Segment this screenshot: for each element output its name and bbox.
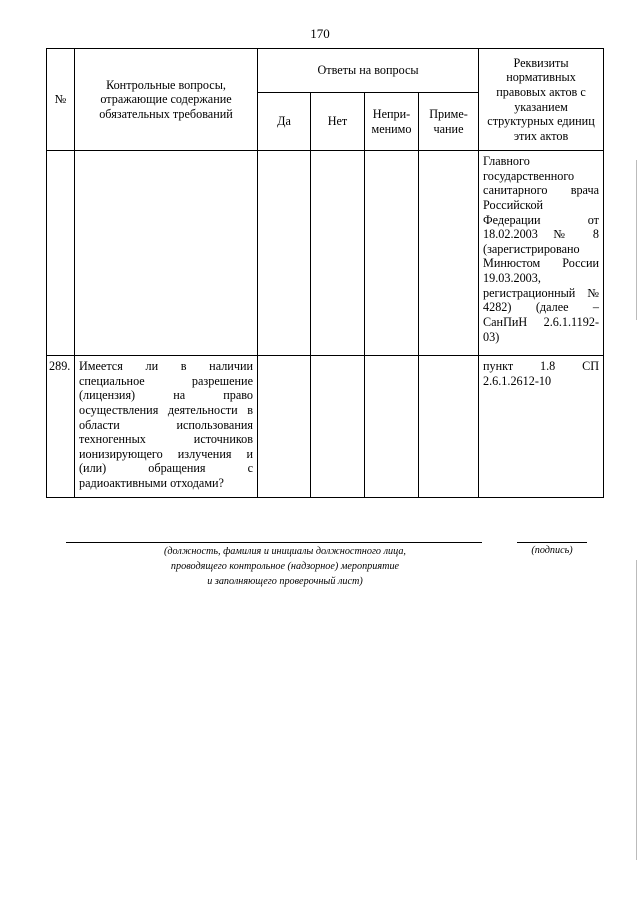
official-caption (90, 545, 480, 589)
requisite-line: 19.03.2003, (483, 271, 541, 286)
requisites-cell (479, 151, 604, 356)
header-requisites-line: правовых актов с (496, 84, 586, 99)
table-row (47, 356, 604, 498)
header-yes: Да (258, 93, 311, 151)
requisite-line: 03) (483, 329, 500, 344)
header-answers: Ответы на вопросы (258, 49, 479, 93)
question-cell (75, 151, 258, 356)
requisite-line: 4282) (далее – (483, 300, 600, 315)
official-signature-line (66, 542, 482, 543)
requisites-cell (479, 356, 604, 498)
header-requisites-line: этих актов (513, 128, 569, 143)
requisite-line: санитарного врача (483, 183, 600, 198)
official-caption-line: и заполняющего проверочный лист) (207, 575, 363, 587)
requisite-line: 18.02.2003 № 8 (483, 227, 600, 242)
requisite-line: (зарегистрировано (483, 241, 580, 256)
header-requisites-line: указанием (514, 99, 568, 114)
header-not-applicable-line: менимо (371, 121, 412, 136)
question-line: Имеется ли в наличии (79, 359, 253, 373)
header-note-line: чание (433, 121, 464, 136)
scan-edge (636, 560, 637, 860)
header-requisites-line: структурных единиц (487, 114, 595, 129)
question-line: специальное разрешение (79, 373, 253, 388)
requisite-line: Минюстом России (483, 256, 600, 271)
row-number-cell (47, 151, 75, 356)
answer-yes-cell (258, 356, 311, 498)
requisite-line: СанПиН 2.6.1.1192- (483, 315, 600, 330)
answer-na-cell (365, 356, 419, 498)
header-questions-line: обязательных требований (99, 106, 233, 121)
requisite-line: регистрационный № (483, 285, 600, 300)
header-questions-line: Контрольные вопросы, (106, 77, 226, 92)
header-no: Нет (311, 93, 365, 151)
header-number: № (47, 49, 75, 151)
question-line: (или) обращения с (79, 461, 253, 476)
scan-edge (636, 160, 637, 320)
requisite-line: пункт 1.8 СП (483, 359, 600, 373)
answer-no-cell (311, 356, 365, 498)
answer-note-cell (419, 151, 479, 356)
signature-caption: (подпись) (531, 545, 573, 556)
official-caption-line: (должность, фамилия и инициалы должностного лица, (164, 546, 406, 557)
header-questions (75, 49, 258, 151)
question-line: техногенных источников (79, 432, 253, 447)
page-number: 170 (310, 26, 330, 41)
header-requisites-line: нормативных (506, 70, 576, 85)
header-requisites (479, 49, 604, 151)
question-line: (лицензия) на право (79, 388, 253, 403)
table-row (47, 151, 604, 356)
header-not-applicable-line: Непри- (372, 106, 411, 121)
question-cell (75, 356, 258, 498)
requisite-line: Федерации от (483, 212, 600, 227)
question-line: осуществления деятельности в (79, 402, 253, 417)
answer-note-cell (419, 356, 479, 498)
header-questions-line: отражающие содержание (100, 92, 232, 107)
header-not-applicable (365, 93, 419, 151)
row-number-cell: 289. (47, 356, 75, 498)
header-note (419, 93, 479, 151)
header-requisites-line: Реквизиты (513, 55, 569, 70)
signature-line (517, 542, 587, 543)
question-line: области использования (79, 417, 253, 432)
header-note-line: Приме- (429, 106, 468, 121)
answer-no-cell (311, 151, 365, 356)
requisite-line: государственного (483, 168, 575, 183)
question-line: радиоактивными отходами? (79, 476, 224, 491)
checklist-table (46, 48, 604, 498)
requisite-line: Российской (483, 197, 544, 212)
answer-na-cell (365, 151, 419, 356)
question-line: ионизирующего излучения и (79, 446, 253, 461)
requisite-line: 2.6.1.2612-10 (483, 373, 552, 388)
requisite-line: Главного (483, 154, 530, 168)
official-caption-line: проводящего контрольное (надзорное) мероприятие (170, 560, 400, 572)
answer-yes-cell (258, 151, 311, 356)
